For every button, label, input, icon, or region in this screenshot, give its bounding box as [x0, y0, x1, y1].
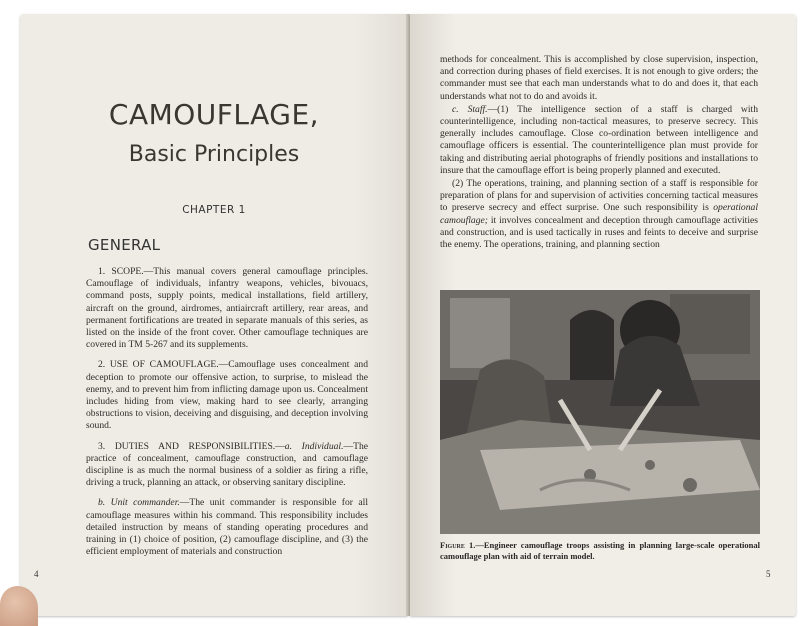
thumb: [0, 586, 38, 626]
figure-caption-text: —Engineer camouflage troops assisting in planning large-scale operational camouflage plan with aid of terrain model.: [440, 540, 760, 561]
staff-subhead: c. Staff.: [452, 103, 488, 115]
open-booklet: [14, 14, 792, 622]
paragraph-operations: [440, 178, 758, 251]
unit-commander-subhead: b. Unit commander.: [98, 497, 180, 509]
page-number-left: 4: [34, 569, 39, 579]
duties-text: —The practice of concealment, camouflage construction, and camouflage discipline is as much the normal business of a soldier as firing a rifle, driving a truck, planning an attack, or observing sanitary discipline.: [86, 440, 368, 489]
operations-text-b: it involves concealment and deception through camouflage activities and construction, and is used tactically in ruses and feints to deceive and surprise the enemy. The operations, training, and planning section: [440, 214, 758, 251]
duties-lead: 3. DUTIES AND RESPONSIBILITIES.—: [98, 440, 285, 452]
right-page: [410, 14, 796, 616]
unit-commander-text: —The unit commander is responsible for all camouflage measures within his command. This responsibility includes detailed instruction by means of standing operating procedures and training in (1) choice of position, (2) camouflage discipline, and (3) the efficient employment of materials and construction: [86, 497, 368, 558]
left-body-text: [86, 266, 368, 566]
paragraph-continued: methods for concealment. This is accomplished by close supervision, inspection, and correction during phases of field exercises. It is not enough to give orders; the commander must see that each man understands what to do and does it, that each understands what not to do and avoids it.: [440, 54, 758, 102]
page-subtitle: Basic Principles: [128, 142, 300, 167]
page-number-right: 5: [766, 569, 771, 579]
right-body-text: [440, 54, 758, 252]
figure-caption: [440, 540, 760, 562]
terrain-model-photo-illustration: [440, 290, 760, 534]
paragraph-use-of-camouflage: 2. USE OF CAMOUFLAGE.—Camouflage uses concealment and deception to promote our offensive action, to surprise, to mislead the enemy, and to prevent him from inflicting damage upon us. Concealment includes hiding from view, making hard to see clearly, arranging obstructions to vision, deceiving and disguising, and deception involving sound.: [86, 359, 368, 432]
operations-text-a: (2) The operations, training, and planning section of a staff is responsible for preparation of plans for and supervision of activities concerning tactical measures to preserve secrecy and effect surprise. One such responsibility is: [440, 178, 758, 214]
figure-photo: [440, 290, 760, 534]
section-heading: GENERAL: [88, 236, 161, 254]
page-title: CAMOUFLAGE,: [108, 98, 320, 131]
paragraph-staff: [440, 104, 758, 177]
paragraph-duties: [86, 441, 368, 490]
paragraph-scope: 1. SCOPE.—This manual covers general camouflage principles. Camouflage of individuals, infantry weapons, vehicles, bivouacs, command posts, supply points, medical installations, field artillery, aircraft on the ground, airdromes, antiaircraft artillery, rear areas, and permanent fortifications are treated in separate manuals of this series, as listed on the inside of the front cover. Other camouflage techniques are covered in TM 5-267 and its supplements.: [86, 266, 368, 351]
left-page: [20, 14, 408, 616]
operations-emphasis: operational camouflage;: [440, 202, 758, 226]
chapter-heading: CHAPTER 1: [182, 204, 246, 216]
figure-label: Figure 1.: [440, 540, 476, 550]
duties-subhead: a. Individual.: [284, 440, 344, 452]
paragraph-unit-commander: [86, 497, 368, 558]
staff-text: —(1) The intelligence section of a staff is charged with counterintelligence, including non-tactical measures, to preserve secrecy. This generally includes camouflage. Close co-ordination between intelligence and camouflage officers is essential. The counterintelligence plan must provide for taking and distributing aerial photographs of friendly positions and installations to insure that the camouflage effort is being properly planned and executed.: [440, 103, 758, 176]
